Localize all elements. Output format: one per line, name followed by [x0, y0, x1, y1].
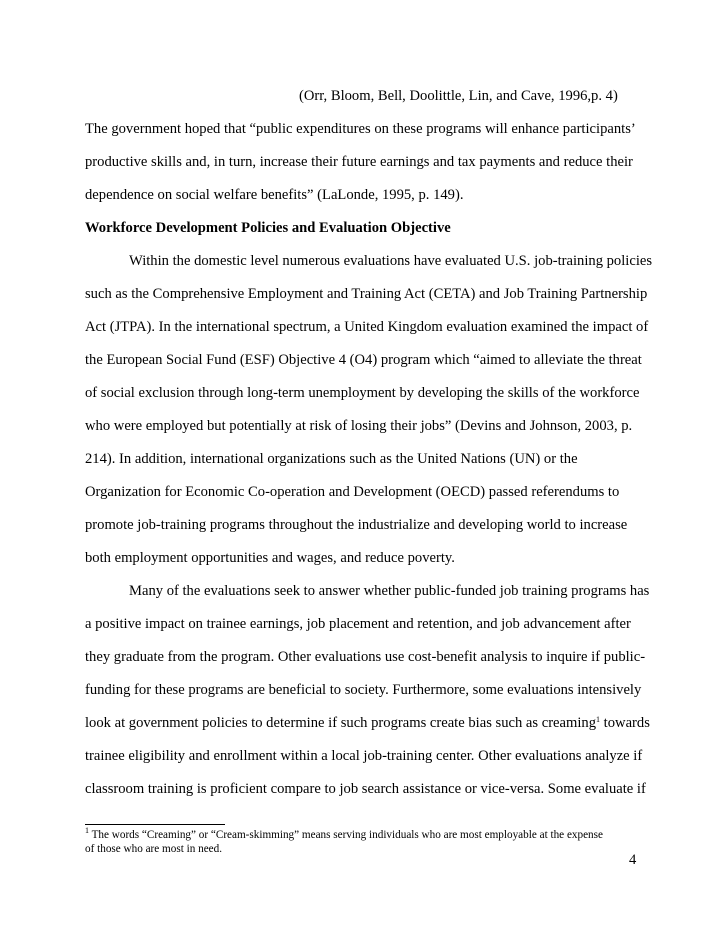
paragraph-3-line-7: classroom training is proficient compare to job search assistance or vice-versa. Some evaluate if — [85, 781, 646, 797]
paragraph-3-line-1: Many of the evaluations seek to answer whether public-funded job training programs has — [129, 583, 650, 599]
footnote-marker: 1 — [85, 826, 89, 835]
paragraph-2-line-10: both employment opportunities and wages, and reduce poverty. — [85, 550, 455, 566]
paragraph-2-line-1: Within the domestic level numerous evaluations have evaluated U.S. job-training policies — [129, 253, 653, 269]
paragraph-2-line-7: 214). In addition, international organizations such as the United Nations (UN) or the — [85, 451, 578, 467]
paragraph-2-line-9: promote job-training programs throughout the industrialize and developing world to increase — [85, 517, 628, 533]
paragraph-3-line-3: they graduate from the program. Other evaluations use cost-benefit analysis to inquire if public- — [85, 649, 646, 665]
paragraph-1-line-1: The government hoped that “public expenditures on these programs will enhance participants’ — [85, 121, 636, 137]
footnote-line-1 — [85, 828, 603, 842]
footnote-line-2: of those who are most in need. — [85, 843, 223, 855]
paragraph-1-line-3: dependence on social welfare benefits” (LaLonde, 1995, p. 149). — [85, 187, 464, 203]
paragraph-2-line-5: of social exclusion through long-term unemployment by developing the skills of the workforce — [85, 385, 640, 401]
paragraph-3-line-5-text: look at government policies to determine if such programs create bias such as creaming — [85, 715, 597, 731]
footnote-reference: 1 — [596, 715, 601, 724]
paragraph-2-line-6: who were employed but potentially at risk of losing their jobs” (Devins and Johnson, 2003, p. — [85, 418, 633, 434]
paragraph-2-line-3: Act (JTPA). In the international spectrum, a United Kingdom evaluation examined the impact of — [85, 319, 649, 335]
paragraph-1-line-2: productive skills and, in turn, increase their future earnings and tax payments and reduce their — [85, 154, 633, 170]
page-number: 4 — [629, 852, 637, 868]
section-heading: Workforce Development Policies and Evaluation Objective — [85, 220, 451, 236]
paragraph-3-line-6: trainee eligibility and enrollment within a local job-training center. Other evaluations analyze if — [85, 748, 643, 764]
paragraph-3-line-4: funding for these programs are beneficial to society. Furthermore, some evaluations intensively — [85, 682, 642, 698]
paragraph-2-line-2: such as the Comprehensive Employment and Training Act (CETA) and Job Training Partnership — [85, 286, 648, 302]
paragraph-3-line-5 — [85, 714, 650, 732]
paragraph-3-line-2: a positive impact on trainee earnings, job placement and retention, and job advancement after — [85, 616, 631, 632]
citation-line: (Orr, Bloom, Bell, Doolittle, Lin, and Cave, 1996,p. 4) — [299, 88, 618, 104]
footnote-text: The words “Creaming” or “Cream-skimming” means serving individuals who are most employable at the expense — [89, 829, 603, 841]
paragraph-2-line-8: Organization for Economic Co-operation and Development (OECD) passed referendums to — [85, 484, 620, 500]
paragraph-2-line-4: the European Social Fund (ESF) Objective 4 (O4) program which “aimed to alleviate the threat — [85, 352, 642, 368]
footnote-separator — [85, 824, 225, 825]
paragraph-3-line-5-tail: towards — [600, 715, 650, 731]
